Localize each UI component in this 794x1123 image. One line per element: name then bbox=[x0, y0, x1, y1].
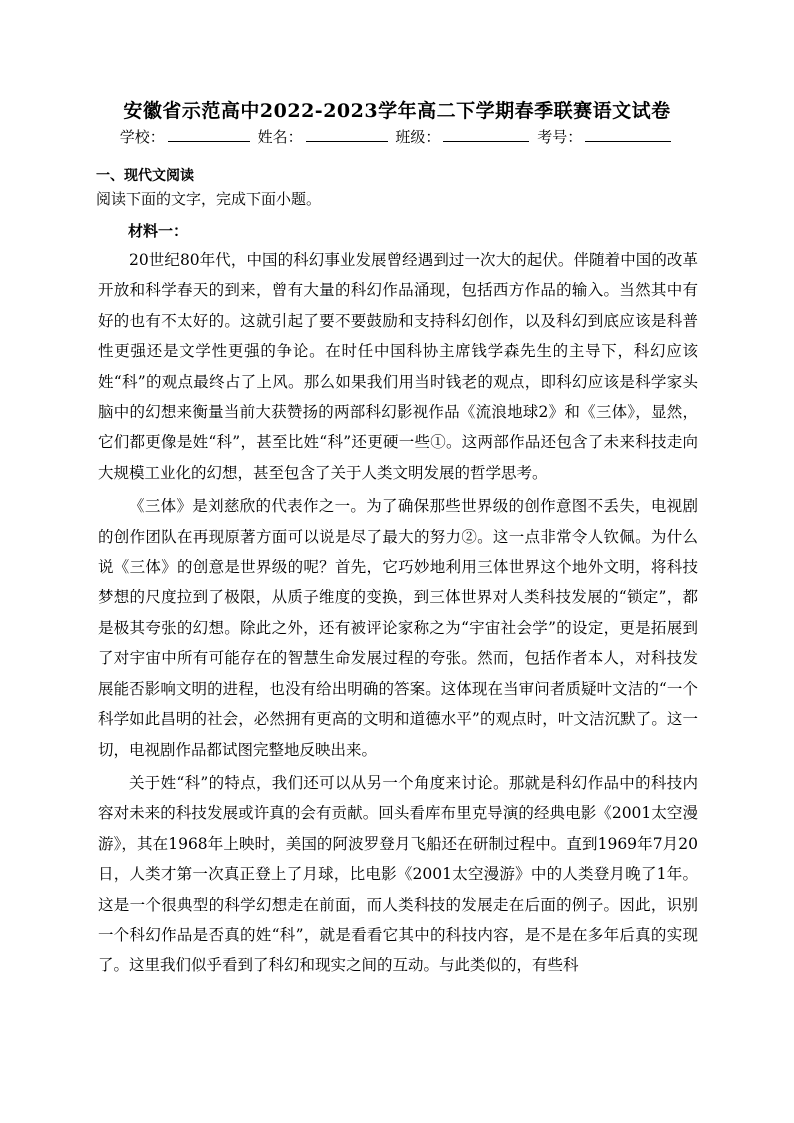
instruction-text: 阅读下面的文字，完成下面小题。 bbox=[96, 190, 322, 208]
passage-body bbox=[98, 245, 698, 984]
number-blank[interactable] bbox=[585, 127, 671, 142]
paragraph-2: 《三体》是刘慈欣的代表作之一。为了确保那些世界级的创作意图不丢失，电视剧的创作团队在再现原著方面可以说是尽了最大的努力②。这一点非常令人钦佩。为什么说《三体》的创意是世界级的呢？首先，它巧妙地利用三体世界这个地外文明，将科技梦想的尺度拉到了极限，从质子维度的变换，到三体世界对人类科技发展的“锁定”，都是极其夸张的幻想。除此之外，还有被评论家称之为“宇宙社会学”的设定，更是拓展到了对宇宙中所有可能存在的智慧生命发展过程的夸张。然而，包括作者本人，对科技发展能否影响文明的进程，也没有给出明确的答案。这体现在当审问者质疑叶文洁的“一个科学如此昌明的社会，必然拥有更高的文明和道德水平”的观点时，叶文洁沉默了。这一切，电视剧作品都试图完整地反映出来。 bbox=[98, 497, 698, 759]
number-label: 考号： bbox=[537, 128, 583, 146]
exam-title: 安徽省示范高中2022-2023学年高二下学期春季联赛语文试卷 bbox=[123, 100, 671, 122]
school-blank[interactable] bbox=[168, 127, 250, 142]
material-label: 材料一： bbox=[128, 222, 189, 240]
class-label: 班级： bbox=[395, 128, 441, 146]
paragraph-3: 关于姓“科”的特点，我们还可以从另一个角度来讨论。那就是科幻作品中的科技内容对未来的科技发展或许真的会有贡献。回头看库布里克导演的经典电影《2001太空漫游》，其在1968年上映时，美国的阿波罗登月飞船还在研制过程中。直到1969年7月20日，人类才第一次真正登上了月球，比电影《2001太空漫游》中的人类登月晚了1年。这是一个很典型的科学幻想走在前面，而人类科技的发展走在后面的例子。因此，识别一个科幻作品是否真的姓“科”，就是看看它其中的科技内容，是不是在多年后真的实现了。这里我们似乎看到了科幻和现实之间的互动。与此类似的，有些科 bbox=[98, 773, 698, 975]
section-heading: 一、现代文阅读 bbox=[96, 168, 194, 184]
class-blank[interactable] bbox=[443, 127, 529, 142]
paragraph-1: 20世纪80年代，中国的科幻事业发展曾经遇到过一次大的起伏。伴随着中国的改革开放和科学春天的到来，曾有大量的科幻作品涌现，包括西方作品的输入。当然其中有好的也有不太好的。这就引起了要不要鼓励和支持科幻创作，以及科幻到底应该是科普性更强还是文学性更强的争论。在时任中国科协主席钱学森先生的主导下，科幻应该姓“科”的观点最终占了上风。那么如果我们用当时钱老的观点，即科幻应该是科学家头脑中的幻想来衡量当前大获赞扬的两部科幻影视作品《流浪地球2》和《三体》，显然，它们都更像是姓“科”，甚至比姓“科”还更硬一些①。这两部作品还包含了未来科技走向大规模工业化的幻想，甚至包含了关于人类文明发展的哲学思考。 bbox=[98, 251, 698, 482]
name-label: 姓名： bbox=[257, 128, 303, 146]
student-info-line bbox=[0, 126, 794, 147]
name-blank[interactable] bbox=[306, 127, 388, 142]
school-label: 学校： bbox=[119, 128, 165, 146]
